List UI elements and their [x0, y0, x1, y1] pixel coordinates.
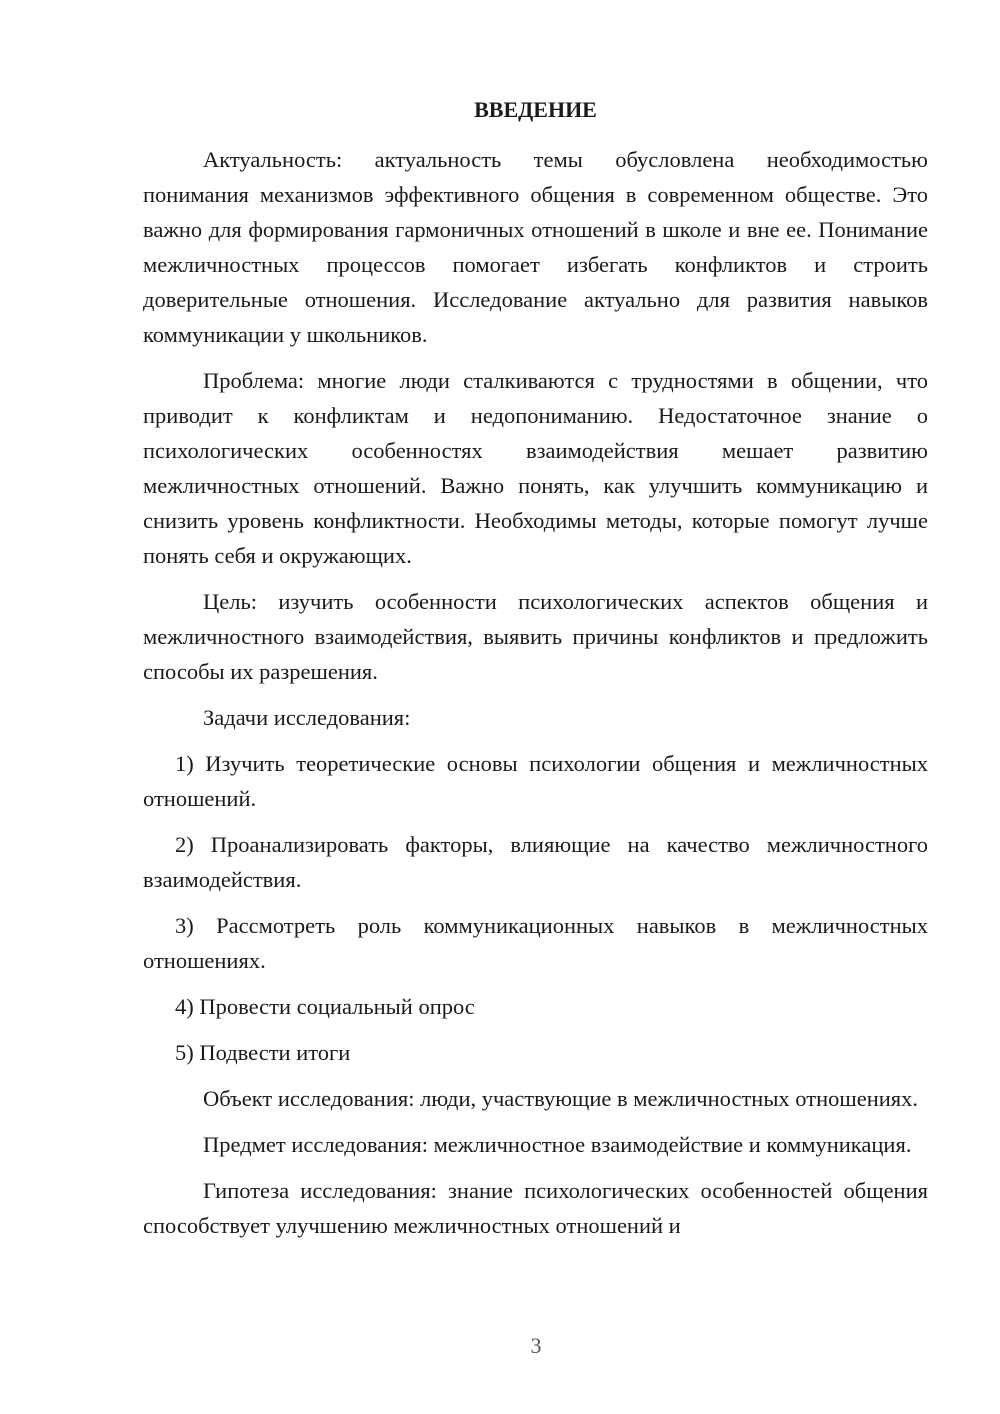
paragraph-goal: Цель: изучить особенности психологических аспектов общения и межличностного взаимодействия, выявить причины конфликтов и предложить способы их разрешения. — [143, 589, 928, 684]
paragraph-subject: Предмет исследования: межличностное взаимодействие и коммуникация. — [203, 1132, 912, 1157]
paragraph-object: Объект исследования: люди, участвующие в межличностных отношениях. — [203, 1086, 919, 1111]
task-item-1: 1) Изучить теоретические основы психологии общения и межличностных отношений. — [143, 751, 928, 811]
paragraph-relevance: Актуальность: актуальность темы обусловлена необходимостью понимания механизмов эффективного общения в современном обществе. Это важно для формирования гармоничных отношений в школе и вне ее. Понимание межличностных процессов помогает избегать конфликтов и строить доверительные отношения. Исследование актуально для развития навыков коммуникации у школьников. — [143, 147, 928, 347]
task-item-4: 4) Провести социальный опрос — [175, 994, 475, 1019]
page-number: 3 — [530, 1333, 542, 1358]
paragraph-hypothesis: Гипотеза исследования: знание психологических особенностей общения способствует улучшению межличностных отношений и — [143, 1178, 928, 1238]
page-content — [143, 92, 928, 1254]
tasks-heading: Задачи исследования: — [203, 705, 411, 730]
task-item-2: 2) Проанализировать факторы, влияющие на качество межличностного взаимодействия. — [143, 832, 928, 892]
task-item-3: 3) Рассмотреть роль коммуникационных навыков в межличностных отношениях. — [143, 913, 928, 973]
page-title: ВВЕДЕНИЕ — [474, 97, 597, 122]
paragraph-problem: Проблема: многие люди сталкиваются с трудностями в общении, что приводит к конфликтам и недопониманию. Недостаточное знание о психологических особенностях взаимодействия мешает развитию межличностных отношений. Важно понять, как улучшить коммуникацию и снизить уровень конфликтности. Необходимы методы, которые помогут лучше понять себя и окружающих. — [143, 368, 928, 568]
task-item-5: 5) Подвести итоги — [175, 1040, 351, 1065]
